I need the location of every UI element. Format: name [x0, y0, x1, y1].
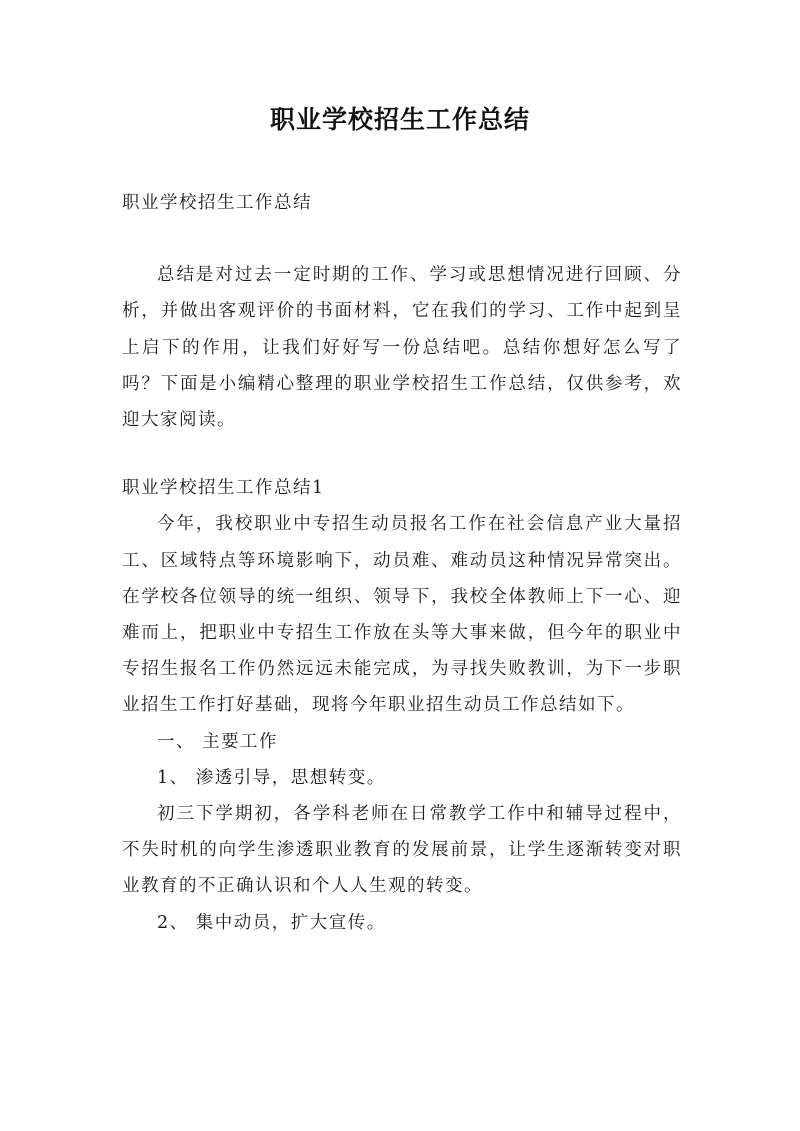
document-title: 职业学校招生工作总结: [269, 105, 530, 134]
body-paragraph-2: 初三下学期初，各学科老师在日常教学工作中和辅导过程中，不失时机的向学生渗透职业教育的发展前景，让学生逐渐转变对职业教育的不正确认识和个人人生观的转变。: [122, 804, 682, 897]
intro-paragraph: 总结是对过去一定时期的工作、学习或思想情况进行回顾、分析，并做出客观评价的书面材料，它在我们的学习、工作中起到呈上启下的作用，让我们好好写一份总结吧。总结你想好怎么写了吗？下面是小编精心整理的职业学校招生工作总结，仅供参考，欢迎大家阅读。: [122, 265, 682, 431]
list-item-2: 2、 集中动员，扩大宣传。: [157, 912, 386, 933]
list-item-1: 1、 渗透引导，思想转变。: [157, 767, 386, 788]
spacer: [122, 438, 682, 470]
document-subtitle: 职业学校招生工作总结: [122, 193, 312, 213]
heading-main-work: 一、 主要工作: [157, 731, 279, 752]
spacer: [122, 221, 682, 257]
section-heading: 职业学校招生工作总结1: [122, 478, 325, 499]
document-body: [122, 185, 682, 941]
body-paragraph-1: 今年，我校职业中专招生动员报名工作在社会信息产业大量招工、区域特点等环境影响下，动员难、难动员这种情况异常突出。在学校各位领导的统一组织、领导下，我校全体教师上下一心、迎难而上，把职业中专招生工作放在头等大事来做，但今年的职业中专招生报名工作仍然远远未能完成，为寻找失败教训，为下一步职业招生工作打好基础，现将今年职业招生动员工作总结如下。: [122, 514, 682, 716]
